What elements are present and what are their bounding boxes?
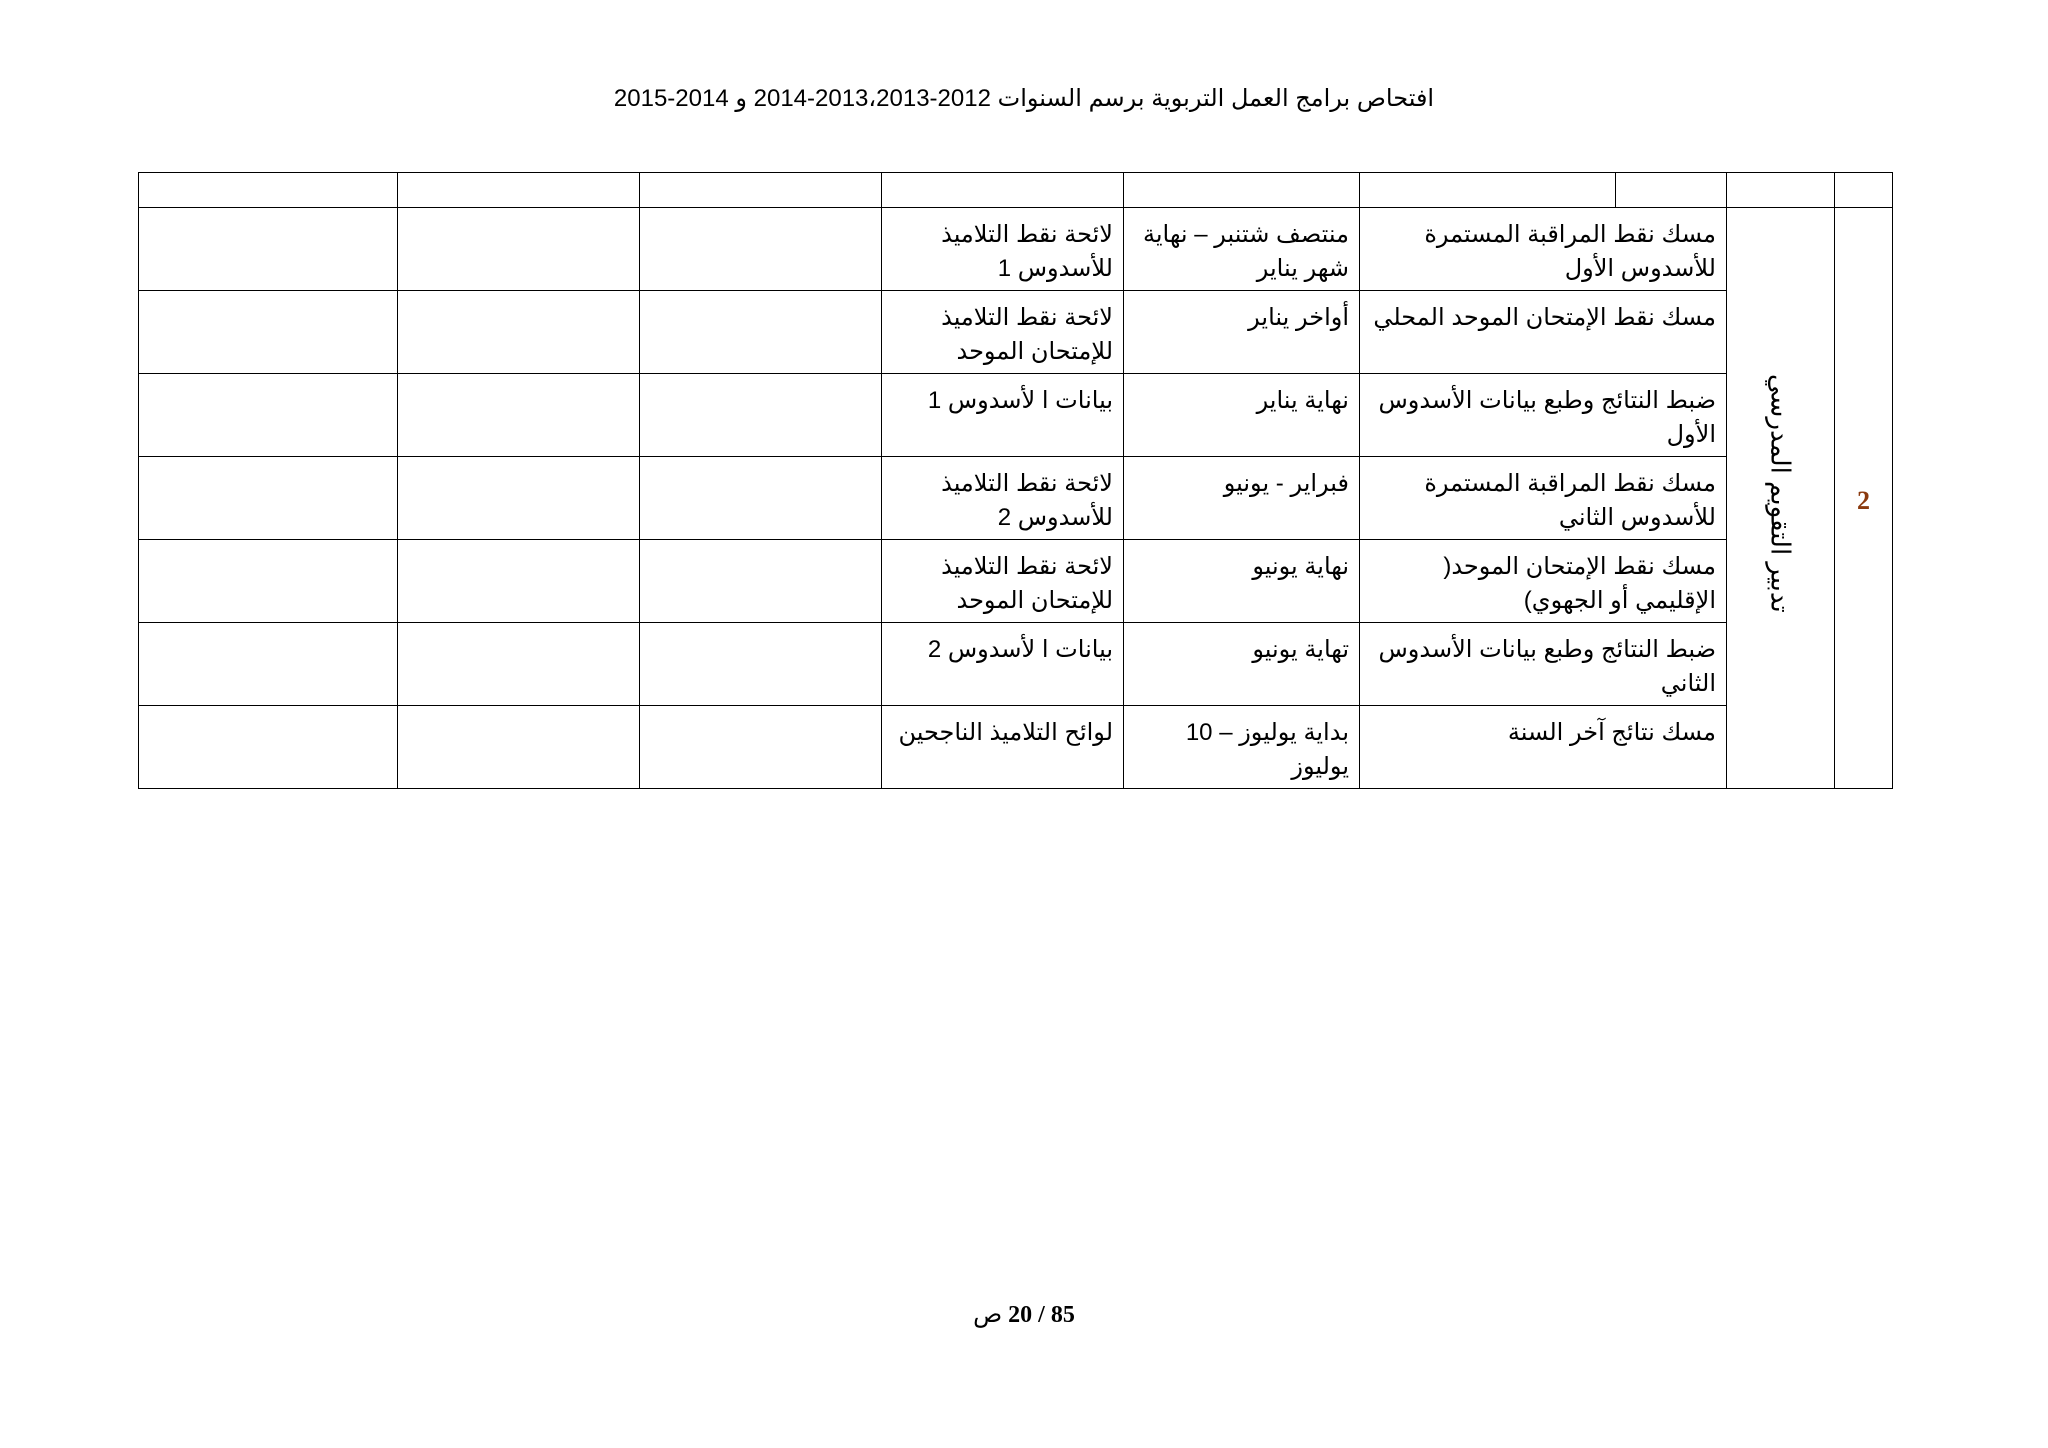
empty-cell: [640, 457, 882, 540]
output-cell: لائحة نقط التلاميذ للأسدوس 1: [882, 208, 1124, 291]
task-cell: ضبط النتائج وطبع بيانات الأسدوس الأول: [1360, 374, 1727, 457]
table-row: [139, 706, 1893, 789]
table-row: [139, 623, 1893, 706]
header-cell: [1124, 173, 1360, 208]
empty-cell: [139, 706, 398, 789]
period-cell: نهاية يونيو: [1124, 540, 1360, 623]
empty-cell: [139, 623, 398, 706]
page-number: [0, 1300, 2048, 1329]
empty-cell: [640, 374, 882, 457]
empty-cell: [139, 291, 398, 374]
empty-cell: [139, 208, 398, 291]
output-cell: بيانات ا لأسدوس 1: [882, 374, 1124, 457]
empty-cell: [139, 457, 398, 540]
empty-cell: [398, 208, 640, 291]
category-label: تدبير التقويم المدرسي: [1765, 373, 1796, 613]
page-separator: /: [1038, 1302, 1045, 1328]
output-cell: لائحة نقط التلاميذ للإمتحان الموحد: [882, 291, 1124, 374]
empty-cell: [640, 291, 882, 374]
empty-cell: [398, 706, 640, 789]
task-cell: ضبط النتائج وطبع بيانات الأسدوس الثاني: [1360, 623, 1727, 706]
current-page: 20: [1008, 1302, 1033, 1328]
header-cell: [1360, 173, 1727, 208]
section-category: [1727, 208, 1835, 789]
output-cell: لائحة نقط التلاميذ للأسدوس 2: [882, 457, 1124, 540]
output-cell: لوائح التلاميذ الناجحين: [882, 706, 1124, 789]
page-unit: ص: [973, 1302, 1003, 1328]
table-row: [139, 457, 1893, 540]
task-cell: مسك نقط المراقبة المستمرة للأسدوس الثاني: [1360, 457, 1727, 540]
section-number: 2: [1835, 208, 1893, 789]
task-cell: مسك نقط المراقبة المستمرة للأسدوس الأول: [1360, 208, 1727, 291]
table-row: [139, 291, 1893, 374]
empty-cell: [398, 291, 640, 374]
empty-cell: [640, 706, 882, 789]
total-pages: 85: [1050, 1302, 1075, 1328]
empty-cell: [640, 623, 882, 706]
empty-cell: [398, 374, 640, 457]
empty-cell: [398, 623, 640, 706]
work-plan-table: [138, 172, 1893, 789]
period-cell: بداية يوليوز – 10 يوليوز: [1124, 706, 1360, 789]
table-row: [139, 208, 1893, 291]
header-cell: [640, 173, 882, 208]
empty-cell: [139, 374, 398, 457]
task-cell: مسك نقط الإمتحان الموحد المحلي: [1360, 291, 1727, 374]
period-cell: تهاية يونيو: [1124, 623, 1360, 706]
page-title: افتحاص برامج العمل التربوية برسم السنوات 2012-2013،2013-2014 و 2014-2015: [613, 85, 1435, 112]
empty-cell: [640, 540, 882, 623]
task-cell: مسك نتائج آخر السنة: [1360, 706, 1727, 789]
empty-cell: [139, 540, 398, 623]
header-cell: [1835, 173, 1893, 208]
output-cell: لائحة نقط التلاميذ للإمتحان الموحد: [882, 540, 1124, 623]
header-cell: [398, 173, 640, 208]
header-cell: [882, 173, 1124, 208]
period-cell: نهاية يناير: [1124, 374, 1360, 457]
period-cell: أواخر يناير: [1124, 291, 1360, 374]
table-row: [139, 540, 1893, 623]
empty-cell: [398, 457, 640, 540]
task-cell: مسك نقط الإمتحان الموحد( الإقليمي أو الجهوي): [1360, 540, 1727, 623]
period-cell: فبراير - يونيو: [1124, 457, 1360, 540]
empty-cell: [640, 208, 882, 291]
period-cell: منتصف شتنبر – نهاية شهر يناير: [1124, 208, 1360, 291]
header-cell: [1727, 173, 1835, 208]
table-header-row: [139, 173, 1893, 208]
header-cell: [139, 173, 398, 208]
table-row: [139, 374, 1893, 457]
empty-cell: [398, 540, 640, 623]
output-cell: بيانات ا لأسدوس 2: [882, 623, 1124, 706]
